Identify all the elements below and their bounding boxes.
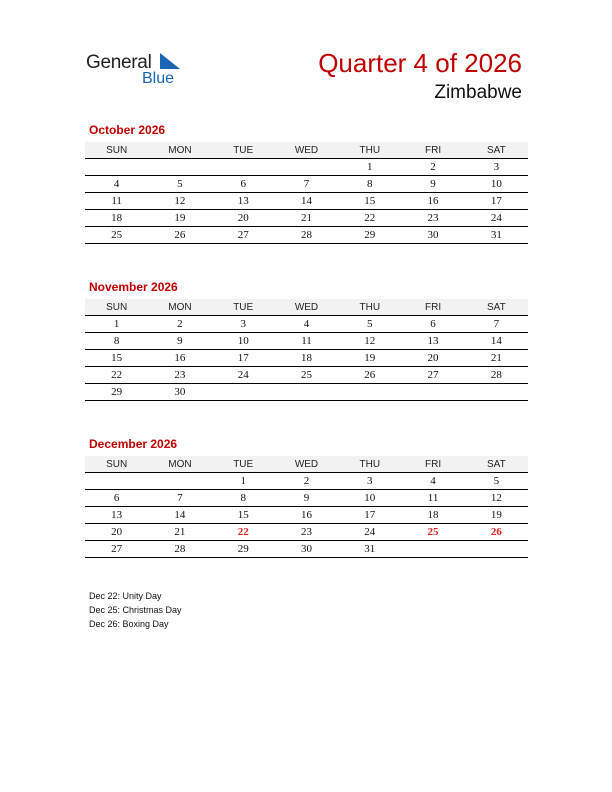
day-cell: 8 — [85, 333, 148, 350]
weekday-header-row — [85, 142, 528, 159]
day-cell: 5 — [338, 316, 401, 333]
day-cell: 29 — [85, 384, 148, 401]
day-cell: 21 — [275, 210, 338, 227]
empty-day-cell — [85, 473, 148, 490]
weekday-header: TUE — [212, 299, 275, 316]
week-row — [85, 227, 528, 244]
week-row — [85, 367, 528, 384]
month-november — [85, 280, 528, 401]
weekday-header-row — [85, 299, 528, 316]
calendar-grid — [85, 299, 528, 401]
day-cell: 7 — [148, 490, 211, 507]
month-title: November 2026 — [89, 280, 178, 294]
day-cell: 27 — [401, 367, 464, 384]
day-cell: 27 — [212, 227, 275, 244]
weekday-header: SUN — [85, 456, 148, 473]
day-cell: 9 — [148, 333, 211, 350]
day-cell: 25 — [85, 227, 148, 244]
calendar-grid — [85, 456, 528, 558]
day-cell: 5 — [465, 473, 528, 490]
day-cell: 23 — [401, 210, 464, 227]
day-cell: 1 — [85, 316, 148, 333]
empty-day-cell — [465, 384, 528, 401]
day-cell: 4 — [275, 316, 338, 333]
day-cell: 6 — [212, 176, 275, 193]
weekday-header: SAT — [465, 142, 528, 159]
holiday-note: Dec 25: Christmas Day — [89, 605, 182, 615]
day-cell: 29 — [212, 541, 275, 558]
empty-day-cell — [148, 159, 211, 176]
day-cell: 11 — [275, 333, 338, 350]
empty-day-cell — [85, 159, 148, 176]
empty-day-cell — [275, 159, 338, 176]
weekday-header: TUE — [212, 456, 275, 473]
day-cell: 19 — [148, 210, 211, 227]
day-cell: 19 — [338, 350, 401, 367]
logo-text-blue: Blue — [142, 70, 175, 87]
week-row — [85, 490, 528, 507]
day-cell: 30 — [275, 541, 338, 558]
day-cell: 11 — [401, 490, 464, 507]
day-cell: 14 — [465, 333, 528, 350]
weekday-header: SAT — [465, 456, 528, 473]
day-cell: 15 — [212, 507, 275, 524]
day-cell: 24 — [338, 524, 401, 541]
day-cell: 30 — [401, 227, 464, 244]
day-cell: 2 — [401, 159, 464, 176]
day-cell: 31 — [338, 541, 401, 558]
holiday-notes — [89, 589, 182, 631]
day-cell: 12 — [148, 193, 211, 210]
day-cell: 13 — [85, 507, 148, 524]
day-cell: 5 — [148, 176, 211, 193]
day-cell: 4 — [401, 473, 464, 490]
week-row — [85, 541, 528, 558]
day-cell: 6 — [401, 316, 464, 333]
weekday-header: WED — [275, 142, 338, 159]
day-cell: 27 — [85, 541, 148, 558]
holiday-note: Dec 26: Boxing Day — [89, 619, 169, 629]
holiday-note: Dec 22: Unity Day — [89, 591, 162, 601]
month-title: October 2026 — [89, 123, 166, 137]
month-december — [85, 437, 528, 558]
day-cell: 17 — [465, 193, 528, 210]
week-row — [85, 524, 528, 541]
weekday-header: FRI — [401, 142, 464, 159]
day-cell: 7 — [465, 316, 528, 333]
week-row — [85, 350, 528, 367]
day-cell: 10 — [212, 333, 275, 350]
day-cell: 15 — [338, 193, 401, 210]
country-name: Zimbabwe — [434, 82, 522, 103]
day-cell: 12 — [338, 333, 401, 350]
day-cell: 3 — [212, 316, 275, 333]
week-row — [85, 333, 528, 350]
generalblue-logo — [86, 50, 196, 90]
day-cell: 21 — [465, 350, 528, 367]
weekday-header: FRI — [401, 456, 464, 473]
day-cell: 17 — [212, 350, 275, 367]
day-cell: 13 — [212, 193, 275, 210]
empty-day-cell — [212, 384, 275, 401]
day-cell: 19 — [465, 507, 528, 524]
empty-day-cell — [275, 384, 338, 401]
day-cell: 28 — [275, 227, 338, 244]
week-row — [85, 193, 528, 210]
day-cell: 2 — [148, 316, 211, 333]
day-cell: 3 — [465, 159, 528, 176]
day-cell: 6 — [85, 490, 148, 507]
empty-day-cell — [465, 541, 528, 558]
day-cell: 18 — [275, 350, 338, 367]
weekday-header: MON — [148, 456, 211, 473]
weekday-header: MON — [148, 142, 211, 159]
day-cell: 15 — [85, 350, 148, 367]
day-cell: 14 — [148, 507, 211, 524]
week-row — [85, 176, 528, 193]
weekday-header: THU — [338, 142, 401, 159]
week-row — [85, 210, 528, 227]
weekday-header: SUN — [85, 299, 148, 316]
empty-day-cell — [401, 384, 464, 401]
day-cell: 29 — [338, 227, 401, 244]
day-cell: 16 — [275, 507, 338, 524]
day-cell: 18 — [401, 507, 464, 524]
empty-day-cell — [338, 384, 401, 401]
day-cell: 8 — [212, 490, 275, 507]
day-cell: 21 — [148, 524, 211, 541]
day-cell: 10 — [465, 176, 528, 193]
day-cell: 31 — [465, 227, 528, 244]
week-row — [85, 384, 528, 401]
day-cell: 1 — [212, 473, 275, 490]
day-cell: 26 — [465, 524, 528, 541]
empty-day-cell — [401, 541, 464, 558]
empty-day-cell — [212, 159, 275, 176]
week-row — [85, 159, 528, 176]
weekday-header: FRI — [401, 299, 464, 316]
weekday-header: WED — [275, 299, 338, 316]
week-row — [85, 316, 528, 333]
page-title: Quarter 4 of 2026 — [318, 48, 522, 78]
day-cell: 20 — [85, 524, 148, 541]
day-cell: 23 — [148, 367, 211, 384]
month-title: December 2026 — [89, 437, 178, 451]
day-cell: 22 — [338, 210, 401, 227]
day-cell: 8 — [338, 176, 401, 193]
day-cell: 7 — [275, 176, 338, 193]
weekday-header: SUN — [85, 142, 148, 159]
day-cell: 28 — [148, 541, 211, 558]
day-cell: 16 — [148, 350, 211, 367]
day-cell: 16 — [401, 193, 464, 210]
day-cell: 13 — [401, 333, 464, 350]
day-cell: 18 — [85, 210, 148, 227]
day-cell: 20 — [212, 210, 275, 227]
day-cell: 23 — [275, 524, 338, 541]
day-cell: 25 — [401, 524, 464, 541]
week-row — [85, 507, 528, 524]
day-cell: 22 — [212, 524, 275, 541]
weekday-header-row — [85, 456, 528, 473]
day-cell: 9 — [401, 176, 464, 193]
day-cell: 28 — [465, 367, 528, 384]
weekday-header: MON — [148, 299, 211, 316]
day-cell: 20 — [401, 350, 464, 367]
week-row — [85, 473, 528, 490]
weekday-header: SAT — [465, 299, 528, 316]
day-cell: 22 — [85, 367, 148, 384]
day-cell: 30 — [148, 384, 211, 401]
day-cell: 14 — [275, 193, 338, 210]
weekday-header: TUE — [212, 142, 275, 159]
day-cell: 17 — [338, 507, 401, 524]
logo-text-general: General — [86, 52, 152, 73]
day-cell: 9 — [275, 490, 338, 507]
day-cell: 24 — [212, 367, 275, 384]
day-cell: 4 — [85, 176, 148, 193]
day-cell: 26 — [148, 227, 211, 244]
day-cell: 26 — [338, 367, 401, 384]
day-cell: 10 — [338, 490, 401, 507]
empty-day-cell — [148, 473, 211, 490]
day-cell: 11 — [85, 193, 148, 210]
weekday-header: THU — [338, 299, 401, 316]
calendar-grid — [85, 142, 528, 244]
day-cell: 2 — [275, 473, 338, 490]
day-cell: 3 — [338, 473, 401, 490]
weekday-header: WED — [275, 456, 338, 473]
logo-triangle-icon — [160, 53, 180, 69]
day-cell: 12 — [465, 490, 528, 507]
day-cell: 1 — [338, 159, 401, 176]
day-cell: 24 — [465, 210, 528, 227]
month-october — [85, 123, 528, 244]
weekday-header: THU — [338, 456, 401, 473]
day-cell: 25 — [275, 367, 338, 384]
